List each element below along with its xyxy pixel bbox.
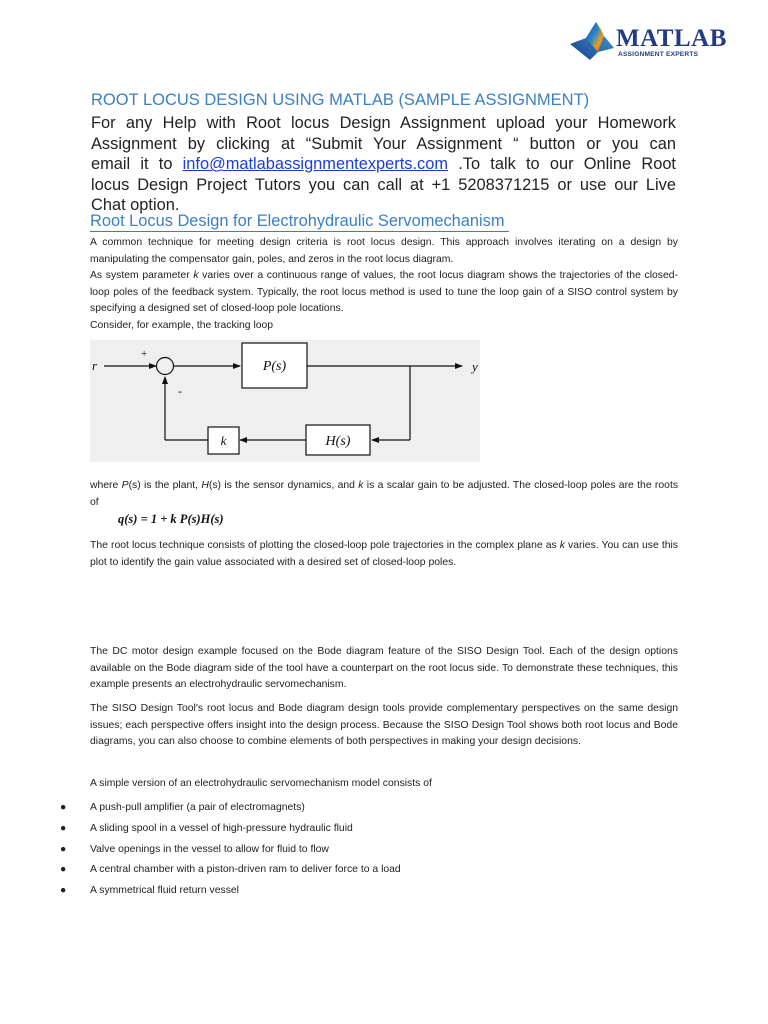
paragraph-root-locus-technique xyxy=(90,538,678,571)
list-item-text: A push-pull amplifier (a pair of electromagnets) xyxy=(90,802,305,813)
bullet-dot: ● xyxy=(60,802,67,813)
list-item-text: A symmetrical fluid return vessel xyxy=(90,885,239,896)
intro-text: email it to xyxy=(91,155,183,174)
paragraph-technique: A common technique for meeting design criteria is root locus design. This approach involves iterating on a design by manipulating the compensator gain, poles, and zeros in the root locus diagram. xyxy=(90,237,678,265)
paragraph-where xyxy=(90,478,678,511)
page-title: ROOT LOCUS DESIGN USING MATLAB (SAMPLE ASSIGNMENT) xyxy=(91,91,590,109)
email-link[interactable]: info@matlabassignmentexperts.com xyxy=(182,155,449,174)
text-run: As system parameter xyxy=(90,270,194,281)
text-run: (s) is the sensor dynamics, and xyxy=(208,480,359,491)
paragraph-dc-motor: The DC motor design example focused on the Bode diagram feature of the SISO Design Tool. Each of the design options available on the Bode diagram side of the tool have a counterpart on the root locus side. To demonstrate these techniques, this example presents an electrohydraulic servomechanism. xyxy=(90,646,678,691)
matlab-logo xyxy=(568,18,727,64)
math-var-P: P xyxy=(121,480,129,491)
characteristic-equation xyxy=(118,510,258,532)
bullet-dot: ● xyxy=(60,823,67,834)
text-run: where xyxy=(90,480,122,491)
text-run: The root locus technique consists of plotting the closed-loop pole trajectories in the complex plane as xyxy=(90,540,560,551)
text-run: varies over a continuous range of values, the root locus diagram shows the trajectories of the closed-loop poles of the feedback system. Typically, the root locus method is used to tune the loop gain of a SISO control system by specifying a designed set of closed-loop pole locations. xyxy=(90,270,678,315)
bullet-dot: ● xyxy=(60,885,67,896)
intro-line: locus Design Project Tutors you can call at +1 5208371215 or use our Live xyxy=(91,175,676,194)
plant-label: P(s) xyxy=(262,359,287,374)
bullet-dot: ● xyxy=(60,844,67,855)
list-item-text: Valve openings in the vessel to allow for fluid to flow xyxy=(90,844,329,855)
tracking-loop-diagram xyxy=(90,340,480,462)
paragraph-model-intro: A simple version of an electrohydraulic servomechanism model consists of xyxy=(90,778,432,789)
bullet-dot: ● xyxy=(60,864,67,875)
intro-line: Assignment by clicking at “Submit Your Assignment “ button or you can xyxy=(91,134,676,153)
text-run: varies. You can use this plot to identify the gain value associated with a desired set of closed-loop poles. xyxy=(90,540,678,568)
text-run: (s) is the plant, xyxy=(128,480,202,491)
list-item xyxy=(60,802,305,813)
math-var-k: k xyxy=(193,270,199,281)
intro-text: .To talk to our Online Root xyxy=(448,155,676,174)
list-item-text: A sliding spool in a vessel of high-pressure hydraulic fluid xyxy=(90,823,353,834)
paragraph-consider: Consider, for example, the tracking loop xyxy=(90,320,274,331)
intro-line: Chat option. xyxy=(91,196,180,215)
math-var-H: H xyxy=(201,480,209,491)
list-item xyxy=(60,885,239,896)
sensor-label: H(s) xyxy=(325,434,351,449)
section-heading: Root Locus Design for Electrohydraulic Servomechanism xyxy=(90,212,509,232)
math-var-k: k xyxy=(559,540,565,551)
minus-sign: - xyxy=(178,384,182,398)
gain-label: k xyxy=(220,433,227,448)
intro-line: For any Help with Root locus Design Assignment upload your Homework xyxy=(91,114,676,132)
block-diagram-svg xyxy=(90,340,480,462)
paragraph-siso-tool: The SISO Design Tool's root locus and Bode diagram design tools provide complementary perspectives on the same design issues; each perspective offers insight into the design process. Because the SISO Design Tool shows both root locus and Bode diagrams, you can also choose to combine elements of both perspectives in making your design decisions. xyxy=(90,703,678,748)
intro-line-with-email xyxy=(91,154,676,175)
list-item xyxy=(60,864,401,875)
summing-junction xyxy=(157,358,174,375)
matlab-membrane-icon xyxy=(568,18,618,64)
equation-text: q(s) = 1 + k P(s)H(s) xyxy=(118,512,224,526)
input-label-r: r xyxy=(92,358,98,373)
math-var-k: k xyxy=(358,480,364,491)
list-item-text: A central chamber with a piston-driven ram to deliver force to a load xyxy=(90,864,401,875)
output-label-y: y xyxy=(472,359,478,374)
plus-sign: + xyxy=(141,348,148,360)
intro-paragraph xyxy=(91,113,676,216)
list-item xyxy=(60,844,329,855)
logo-tagline: ASSIGNMENT EXPERTS xyxy=(618,51,699,58)
logo-wordmark: MATLAB xyxy=(616,25,727,52)
list-item xyxy=(60,823,353,834)
text-run: is a scalar gain to be adjusted. The closed-loop poles are the roots of xyxy=(90,480,679,508)
equation-svg xyxy=(118,510,258,528)
paragraph-system-parameter xyxy=(90,268,678,318)
